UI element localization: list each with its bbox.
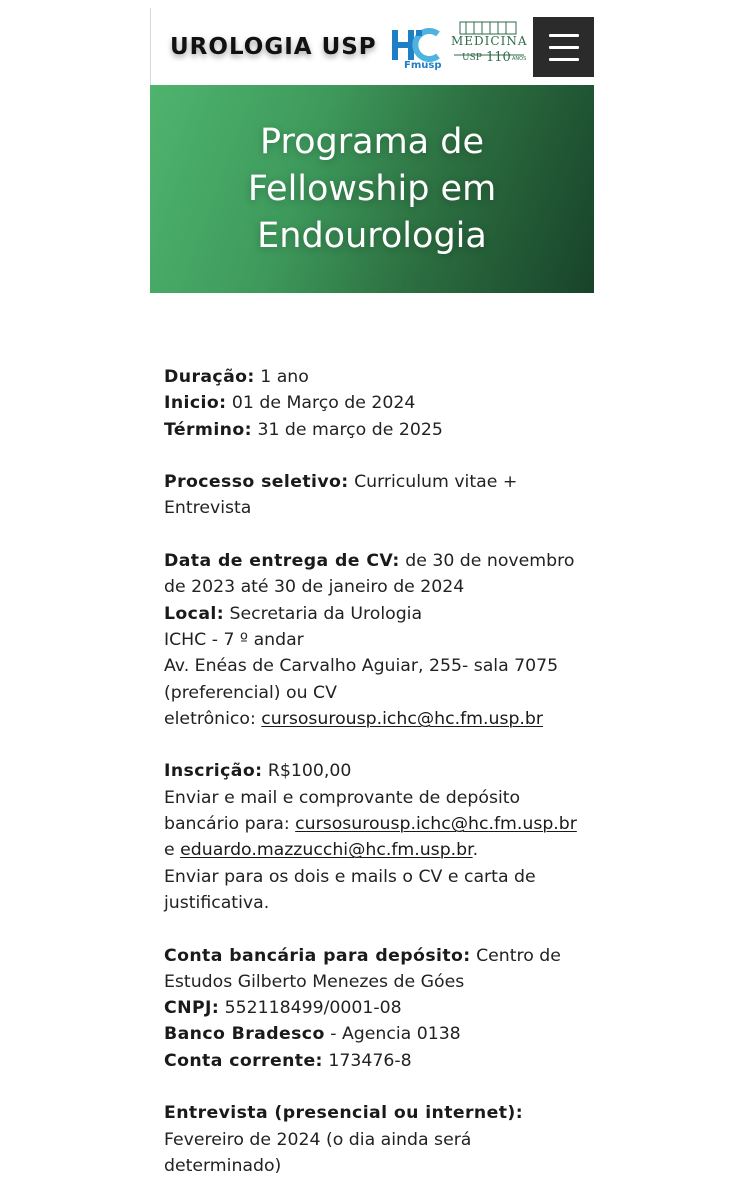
hamburger-menu-icon <box>549 46 579 49</box>
page-title-line: Programa de <box>260 122 484 162</box>
inscricao-label: Inscrição: <box>164 761 263 782</box>
entrega-label: Data de entrega de CV: <box>164 551 400 572</box>
medicina-building-icon <box>450 18 530 78</box>
hc-logo-label: Fmusp <box>404 60 442 71</box>
site-brand[interactable]: UROLOGIA USP <box>170 34 377 60</box>
page-title-line: Endourologia <box>257 216 487 256</box>
termino-value: 31 de março de 2025 <box>251 419 443 440</box>
cnpj-row <box>164 995 584 1021</box>
corrente-label: Conta corrente: <box>164 1050 323 1071</box>
local-row-address: Av. Enéas de Carvalho Aguiar, 255- sala 7075 <box>164 656 559 677</box>
processo-label: Processo seletivo: <box>164 472 349 493</box>
email-cursos-link[interactable]: cursosurousp.ichc@hc.fm.usp.br <box>295 814 577 835</box>
inicio-value: 01 de Março de 2024 <box>226 393 416 414</box>
banco-row <box>164 1021 584 1047</box>
local-value: Secretaria da Urologia <box>224 603 423 624</box>
hamburger-menu-icon <box>549 34 579 37</box>
entrega-value: de 30 de novembro <box>399 551 575 572</box>
inscricao-text: Enviar para os dois e mails o CV e carta de <box>164 866 536 887</box>
local-row <box>164 601 584 627</box>
page-title <box>150 119 594 260</box>
medicina-logo-title: MEDICINA <box>451 34 528 48</box>
entrega-row-cont: de 2023 até 30 de janeiro de 2024 <box>164 577 465 598</box>
inicio-label: Inicio: <box>164 393 227 414</box>
hero-banner <box>150 85 594 293</box>
conta-row <box>164 943 584 969</box>
local-row-eletronico <box>164 706 584 732</box>
email-eduardo-link[interactable]: eduardo.mazzucchi@hc.fm.usp.br <box>180 840 473 861</box>
duracao-row <box>164 364 584 390</box>
inscricao-text-part: bancário para: <box>164 814 296 835</box>
program-details <box>164 364 584 1179</box>
cnpj-value: 552118499/0001-08 <box>219 998 402 1019</box>
corrente-value: 173476-8 <box>322 1050 412 1071</box>
eletronico-label: eletrônico: <box>164 708 262 729</box>
conta-value: Centro de <box>470 945 561 966</box>
inscricao-text <box>164 811 584 837</box>
hamburger-menu-button[interactable] <box>533 17 594 77</box>
local-row-floor: ICHC - 7 º andar <box>164 629 304 650</box>
banco-value: - Agencia 0138 <box>324 1024 461 1045</box>
page-title-line: Fellowship em <box>247 169 497 209</box>
medicina-logo-usp: USP <box>462 53 482 63</box>
inscricao-text <box>164 837 584 863</box>
inscricao-text-period: . <box>472 840 479 861</box>
medicina-logo-years: 110 <box>486 50 511 65</box>
cnpj-label: CNPJ: <box>164 998 220 1019</box>
inscricao-text: Enviar e mail e comprovante de depósito <box>164 787 521 808</box>
processo-row <box>164 469 584 495</box>
termino-row <box>164 417 584 443</box>
termino-label: Término: <box>164 419 252 440</box>
duracao-value: 1 ano <box>254 367 309 387</box>
inicio-row <box>164 390 584 416</box>
entrevista-label: Entrevista (presencial ou internet): <box>164 1103 524 1124</box>
conta-row-cont: Estudos Gilberto Menezes de Góes <box>164 971 465 992</box>
medicina-logo-anos: ANOS <box>512 56 527 62</box>
processo-value: Curriculum vitae + <box>348 472 518 493</box>
entrevista-row <box>164 1100 584 1126</box>
local-label: Local: <box>164 603 225 624</box>
banco-label: Banco Bradesco <box>164 1024 325 1045</box>
hamburger-menu-icon <box>549 58 579 61</box>
local-row-preferencial: (preferencial) ou CV <box>164 682 337 703</box>
entrega-row <box>164 548 584 574</box>
site-header <box>150 8 594 85</box>
duracao-label: Duração: <box>164 367 255 387</box>
inscricao-text-part: e <box>164 840 181 861</box>
entrevista-value-cont: determinado) <box>164 1155 282 1176</box>
corrente-row <box>164 1048 584 1074</box>
inscricao-value: R$100,00 <box>262 761 352 782</box>
conta-label: Conta bancária para depósito: <box>164 945 471 966</box>
inscricao-row <box>164 758 584 784</box>
inscricao-text: justificativa. <box>164 892 270 913</box>
header-divider <box>150 8 151 85</box>
email-cursos-link[interactable]: cursosurousp.ichc@hc.fm.usp.br <box>261 708 543 729</box>
entrevista-value: Fevereiro de 2024 (o dia ainda será <box>164 1129 472 1150</box>
processo-row-cont: Entrevista <box>164 498 252 519</box>
